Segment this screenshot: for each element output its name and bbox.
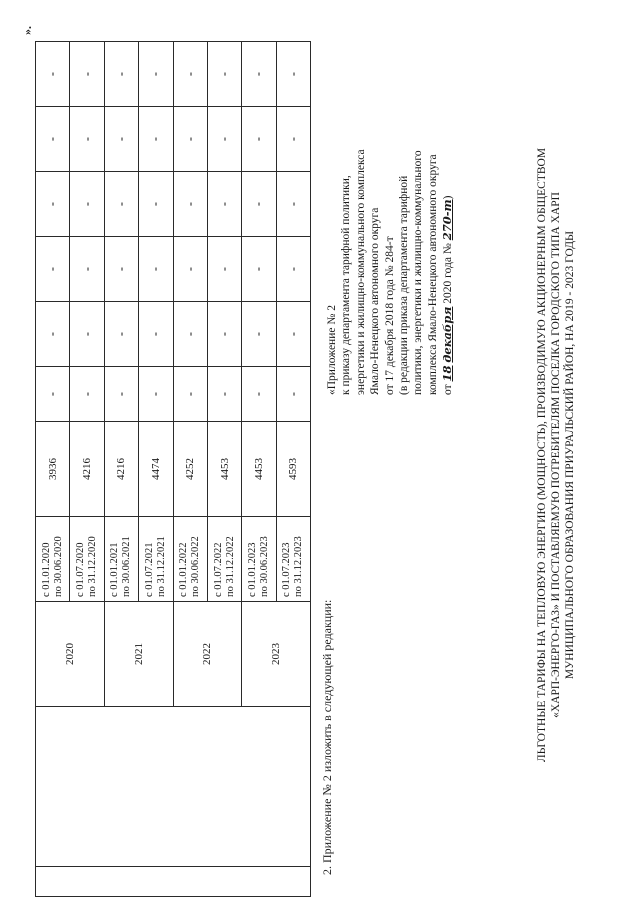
tariff-value-cell: 4593: [276, 422, 310, 517]
empty-value-cell: -: [70, 237, 104, 302]
empty-value-cell: -: [139, 367, 173, 422]
appendix-line-6: (в редакции приказа департамента тарифной: [398, 175, 411, 395]
year-cell: 2023: [242, 602, 311, 707]
empty-value-cell: -: [242, 302, 276, 367]
title-line-1: ЛЬГОТНЫЕ ТАРИФЫ НА ТЕПЛОВУЮ ЭНЕРГИЮ (МОЩНОСТЬ), ПРОИЗВОДИМУЮ АКЦИОНЕРНЫМ ОБЩЕСТВОМ: [536, 147, 548, 763]
empty-value-cell: -: [104, 42, 138, 107]
period-cell: [242, 517, 276, 602]
empty-value-cell: -: [242, 237, 276, 302]
tariff-value-cell: 4216: [104, 422, 138, 517]
document-title: [535, 25, 577, 885]
empty-value-cell: -: [173, 237, 207, 302]
empty-value-cell: -: [70, 367, 104, 422]
tariff-table-body: [36, 42, 311, 897]
empty-value-cell: -: [276, 367, 310, 422]
tariff-value-cell: 4453: [242, 422, 276, 517]
blank-cell-a: [36, 867, 311, 897]
period-cell: [207, 517, 241, 602]
table-row: [36, 42, 70, 897]
empty-value-cell: -: [173, 172, 207, 237]
empty-value-cell: -: [207, 42, 241, 107]
empty-value-cell: -: [70, 302, 104, 367]
period-line1: с 01.01.2020: [40, 542, 52, 597]
empty-value-cell: -: [276, 42, 310, 107]
empty-value-cell: -: [36, 42, 70, 107]
empty-value-cell: -: [242, 107, 276, 172]
empty-value-cell: -: [276, 237, 310, 302]
tariff-value-cell: 4252: [173, 422, 207, 517]
empty-value-cell: -: [36, 107, 70, 172]
tariff-value-cell: 4216: [70, 422, 104, 517]
empty-value-cell: -: [207, 107, 241, 172]
period-line2: по 31.12.2022: [224, 536, 236, 597]
appendix-line-1: «Приложение № 2: [326, 305, 338, 395]
appendix-line-8: комплекса Ямало-Ненецкого автономного округа: [426, 154, 439, 395]
period-cell: [70, 517, 104, 602]
period-line2: по 30.06.2022: [190, 536, 202, 597]
appendix-year-number: 2020 года №: [442, 243, 455, 304]
period-line2: по 31.12.2023: [293, 536, 305, 597]
empty-value-cell: -: [104, 107, 138, 172]
period-cell: [139, 517, 173, 602]
empty-value-cell: -: [139, 42, 173, 107]
handwritten-order-number: 270-т: [440, 199, 455, 241]
empty-value-cell: -: [36, 302, 70, 367]
empty-value-cell: -: [173, 302, 207, 367]
year-cell: 2020: [36, 602, 105, 707]
empty-value-cell: -: [104, 302, 138, 367]
period-line1: с 01.01.2023: [246, 542, 258, 597]
blank-cell-b: [36, 707, 311, 867]
period-line2: по 30.06.2020: [52, 536, 64, 597]
period-line1: с 01.07.2021: [143, 542, 155, 597]
period-cell: [173, 517, 207, 602]
year-cell: 2022: [173, 602, 242, 707]
period-cell: [36, 517, 70, 602]
appendix-line-3: энергетики и жилищно-коммунального комплекса: [354, 149, 367, 395]
appendix-line-2: к приказу департамента тарифной политики,: [340, 175, 353, 395]
handwritten-day: 18: [440, 365, 455, 382]
period-cell: [276, 517, 310, 602]
empty-value-cell: -: [36, 367, 70, 422]
empty-value-cell: -: [104, 237, 138, 302]
tariff-value-cell: 4453: [207, 422, 241, 517]
empty-value-cell: -: [242, 172, 276, 237]
empty-value-cell: -: [139, 302, 173, 367]
empty-value-cell: -: [207, 172, 241, 237]
period-line1: с 01.01.2022: [178, 542, 190, 597]
period-line1: с 01.01.2021: [109, 542, 121, 597]
period-line2: по 30.06.2023: [258, 536, 270, 597]
empty-value-cell: -: [276, 302, 310, 367]
period-line1: с 01.07.2023: [281, 542, 293, 597]
empty-value-cell: -: [173, 107, 207, 172]
empty-value-cell: -: [139, 107, 173, 172]
title-line-2: «ХАРП-ЭНЕРГО-ГАЗ» И ПОСТАВЛЯЕМУЮ ПОТРЕБИТЕЛЯМ ПОСЕЛКА ГОРОДСКОГО ТИПА ХАРП: [550, 192, 562, 718]
empty-value-cell: -: [207, 302, 241, 367]
appendix-line-7: политики, энергетики и жилищно-коммунального: [412, 150, 425, 395]
item-2-text: 2. Приложение № 2 изложить в следующей редакции:: [320, 599, 334, 875]
empty-value-cell: -: [173, 367, 207, 422]
period-line2: по 31.12.2021: [155, 536, 167, 597]
empty-value-cell: -: [104, 367, 138, 422]
tariff-value-cell: 3936: [36, 422, 70, 517]
title-line-3: МУНИЦИПАЛЬНОГО ОБРАЗОВАНИЯ ПРИУРАЛЬСКИЙ РАЙОН, НА 2019 - 2023 ГОДЫ: [564, 230, 576, 680]
empty-value-cell: -: [36, 237, 70, 302]
empty-value-cell: -: [173, 42, 207, 107]
period-line2: по 31.12.2020: [87, 536, 99, 597]
appendix-line-4: Ямало-Ненецкого автономного округа: [369, 207, 382, 395]
appendix-close-paren: ): [442, 195, 455, 200]
empty-value-cell: -: [70, 107, 104, 172]
handwritten-month: декабря: [440, 306, 455, 363]
empty-value-cell: -: [242, 42, 276, 107]
tariff-table: [35, 41, 311, 897]
empty-value-cell: -: [70, 172, 104, 237]
empty-value-cell: -: [207, 367, 241, 422]
appendix-line-9: [440, 149, 455, 395]
empty-value-cell: -: [276, 107, 310, 172]
appendix-from: от: [442, 384, 455, 395]
period-cell: [104, 517, 138, 602]
empty-value-cell: -: [36, 172, 70, 237]
tariff-value-cell: 4474: [139, 422, 173, 517]
appendix-line-5: от 17 декабря 2018 года № 284-т: [383, 236, 396, 395]
empty-value-cell: -: [242, 367, 276, 422]
empty-value-cell: -: [207, 237, 241, 302]
empty-value-cell: -: [139, 172, 173, 237]
period-line1: с 01.07.2022: [212, 542, 224, 597]
empty-value-cell: -: [104, 172, 138, 237]
empty-value-cell: -: [70, 42, 104, 107]
empty-value-cell: -: [139, 237, 173, 302]
year-cell: 2021: [104, 602, 173, 707]
empty-value-cell: -: [276, 172, 310, 237]
appendix-header: [325, 149, 456, 395]
period-line1: с 01.07.2020: [75, 542, 87, 597]
closing-quote-mark: ».: [20, 26, 34, 35]
period-line2: по 30.06.2021: [121, 536, 133, 597]
